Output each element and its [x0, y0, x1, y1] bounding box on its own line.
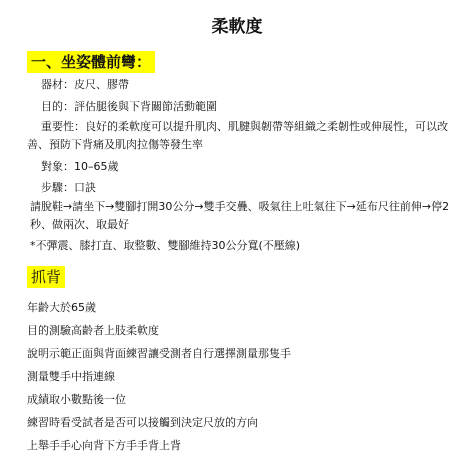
procedure-paragraph: 請脫鞋→請坐下→雙腳打開30公分→雙手交疊、吸氣往上吐氣往下→延布尺往前伸→停2秒、做兩次、取最好 [30, 200, 450, 231]
list-item: 說明示範正面與背面練習讓受測者自行選擇測量那隻手 [27, 347, 291, 360]
list-item: 練習時看受試者是否可以接觸到決定尺放的方向 [27, 416, 258, 429]
list-item: 測量雙手中指連線 [27, 370, 115, 383]
list-item: 上舉手手心向背下方手手背上背 [27, 439, 181, 452]
list-item: 年齡大於65歲 [27, 301, 96, 314]
section-heading-back-scratch: 抓背 [27, 266, 65, 288]
list-item: 成績取小數點後一位 [27, 393, 126, 406]
purpose-line: 目的：評估腿後與下背關節活動範圍 [41, 100, 217, 113]
materials-line: 器材：皮尺、膠帶 [41, 78, 129, 91]
page-title: 柔軟度 [211, 17, 263, 37]
note-line: *不彈震、膝打直、取整數、雙腳維持30公分寬(不壓線) [30, 239, 301, 252]
section-heading-sit-and-reach: 一、坐姿體前彎： [27, 51, 155, 73]
importance-paragraph: 重要性：良好的柔軟度可以提升肌肉、肌腱與韌帶等組織之柔韌性或伸展性，可以改善、預防下背痛及肌肉拉傷等發生率 [27, 120, 448, 151]
steps-line: 步驟：口訣 [41, 181, 96, 194]
target-line: 對象：10–65歲 [41, 160, 119, 173]
list-item: 目的測驗高齡者上肢柔軟度 [27, 324, 159, 337]
